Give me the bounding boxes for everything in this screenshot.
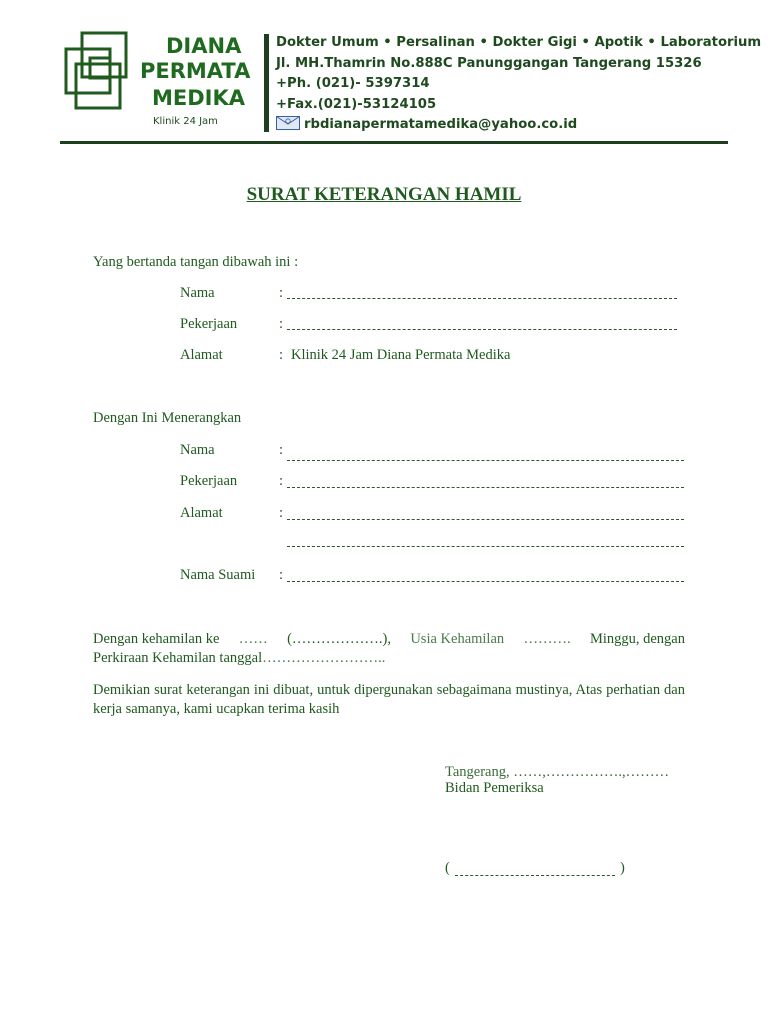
section1-address-label: Alamat: [180, 347, 223, 363]
colon: :: [279, 505, 284, 521]
fax-line: +Fax.(021)-53124105: [276, 96, 437, 112]
section1-name-label: Nama: [180, 285, 215, 301]
section2-job-label: Pekerjaan: [180, 473, 238, 489]
header-divider: [264, 34, 269, 132]
gestational-age-blank[interactable]: ……….: [523, 631, 571, 647]
section2-husband-field[interactable]: [287, 581, 684, 582]
brand-line-1: DIANA: [166, 34, 242, 58]
section2-intro: Dengan Ini Menerangkan: [93, 410, 242, 426]
header-rule: [60, 141, 728, 144]
section2-address-label: Alamat: [180, 505, 223, 521]
email-line: [276, 115, 761, 136]
phone-line: +Ph. (021)- 5397314: [276, 76, 430, 91]
closing-paragraph: Demikian surat keterangan ini dibuat, untuk dipergunakan sebagaimana mustinya, Atas perhatian dan kerja samanya, kami ucapkan terima kasih: [93, 682, 685, 717]
colon: :: [279, 316, 284, 332]
contact-block: [276, 33, 761, 136]
colon: :: [279, 347, 284, 363]
signature-close-paren: ): [620, 860, 625, 876]
address-line: Jl. MH.Thamrin No.888C Panunggangan Tangerang 15326: [276, 55, 702, 71]
signature-open-paren: (: [445, 860, 450, 876]
pregnancy-order-paren[interactable]: (……………….),: [287, 631, 391, 647]
section2-address-field[interactable]: [287, 519, 684, 520]
colon: :: [279, 285, 284, 301]
colon: :: [279, 442, 284, 458]
signature-name-field[interactable]: [455, 875, 615, 876]
section2-name-field[interactable]: [287, 460, 684, 461]
section1-job-label: Pekerjaan: [180, 316, 238, 332]
section2-job-field[interactable]: [287, 487, 684, 488]
clinic-logo-icon: [62, 30, 132, 112]
signature-role: Bidan Pemeriksa: [445, 780, 544, 796]
pregnancy-order-text: Dengan kehamilan ke: [93, 631, 220, 647]
section1-address-value: Klinik 24 Jam Diana Permata Medika: [291, 347, 511, 363]
clinic-tagline: Klinik 24 Jam: [153, 116, 218, 127]
signature-place-date[interactable]: Tangerang, ……,…………….,………: [445, 764, 670, 780]
brand-line-3: MEDIKA: [152, 86, 246, 110]
section1-intro: Yang bertanda tangan dibawah ini :: [93, 254, 299, 270]
weeks-text: Minggu, dengan: [589, 631, 685, 647]
section2-husband-label: Nama Suami: [180, 567, 256, 583]
section1-name-field[interactable]: [287, 298, 677, 299]
due-date-text: Perkiraan Kehamilan tanggal: [93, 650, 263, 666]
services-line: Dokter Umum • Persalinan • Dokter Gigi • Apotik • Laboratorium: [276, 35, 762, 50]
pregnancy-order-blank[interactable]: ……: [238, 631, 268, 647]
section1-job-field[interactable]: [287, 329, 677, 330]
email-address[interactable]: rbdianapermatamedika@yahoo.co.id: [304, 117, 578, 132]
brand-line-2: PERMATA: [140, 59, 251, 83]
document-title: SURAT KETERANGAN HAMIL: [246, 184, 522, 205]
gestational-age-text: Usia Kehamilan: [410, 631, 505, 647]
section2-address-field-line2[interactable]: [287, 546, 684, 547]
section2-name-label: Nama: [180, 442, 215, 458]
pregnancy-paragraph: [93, 630, 685, 668]
email-icon: [276, 116, 300, 130]
colon: :: [279, 473, 284, 489]
due-date-blank[interactable]: ……………………..: [262, 650, 386, 666]
colon: :: [279, 567, 284, 583]
